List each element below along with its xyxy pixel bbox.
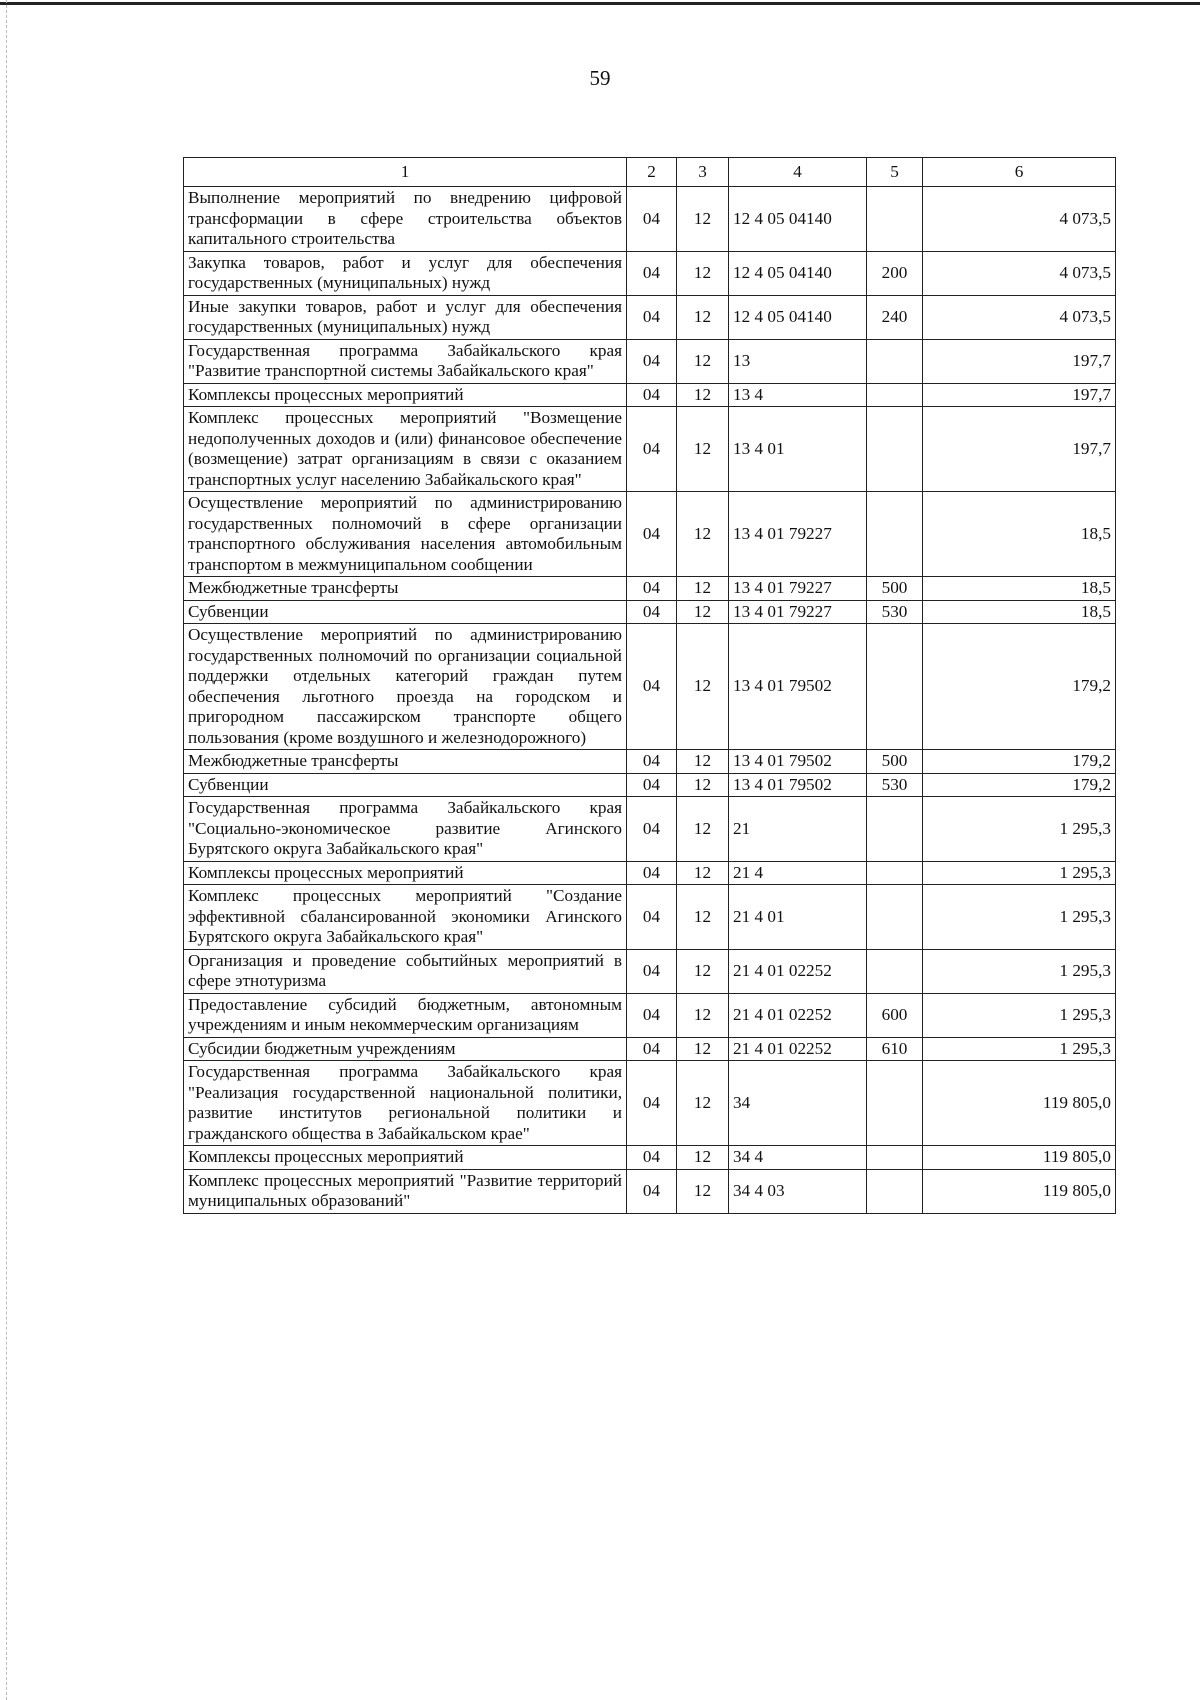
table-row	[184, 624, 1116, 750]
row-name-cell: Субвенции	[184, 600, 627, 624]
row-section-cell: 04	[627, 1037, 677, 1061]
row-target-article-cell: 13 4 01 79502	[729, 773, 867, 797]
row-expense-type-cell	[867, 492, 923, 577]
row-amount-cell: 197,7	[923, 383, 1116, 407]
table-row	[184, 492, 1116, 577]
row-target-article-cell: 13 4	[729, 383, 867, 407]
header-cell-rz: 2	[627, 158, 677, 187]
row-amount-cell: 119 805,0	[923, 1061, 1116, 1146]
row-name-cell: Комплексы процессных мероприятий	[184, 383, 627, 407]
row-expense-type-cell: 500	[867, 750, 923, 774]
table-row	[184, 1169, 1116, 1213]
table-row	[184, 993, 1116, 1037]
table-row	[184, 1146, 1116, 1170]
row-target-article-cell: 21 4	[729, 861, 867, 885]
row-expense-type-cell	[867, 861, 923, 885]
row-target-article-cell: 13 4 01	[729, 407, 867, 492]
row-amount-cell: 197,7	[923, 407, 1116, 492]
budget-table	[183, 157, 1116, 1214]
row-expense-type-cell	[867, 949, 923, 993]
row-subsection-cell: 12	[677, 993, 729, 1037]
table-row	[184, 295, 1116, 339]
row-subsection-cell: 12	[677, 1061, 729, 1146]
table-row	[184, 577, 1116, 601]
row-section-cell: 04	[627, 407, 677, 492]
row-expense-type-cell	[867, 624, 923, 750]
table-header-row	[184, 158, 1116, 187]
row-section-cell: 04	[627, 492, 677, 577]
row-section-cell: 04	[627, 624, 677, 750]
row-section-cell: 04	[627, 1061, 677, 1146]
table-row	[184, 1061, 1116, 1146]
row-expense-type-cell	[867, 1061, 923, 1146]
table-row	[184, 339, 1116, 383]
row-subsection-cell: 12	[677, 407, 729, 492]
row-target-article-cell: 21	[729, 797, 867, 862]
row-subsection-cell: 12	[677, 797, 729, 862]
row-target-article-cell: 13 4 01 79227	[729, 577, 867, 601]
row-section-cell: 04	[627, 993, 677, 1037]
row-expense-type-cell	[867, 885, 923, 950]
row-subsection-cell: 12	[677, 949, 729, 993]
row-amount-cell: 1 295,3	[923, 993, 1116, 1037]
row-name-cell: Комплекс процессных мероприятий "Создание эффективной сбалансированной экономики Агинского Бурятского округа Забайкальского края"	[184, 885, 627, 950]
header-cell-sum: 6	[923, 158, 1116, 187]
row-expense-type-cell: 530	[867, 773, 923, 797]
row-amount-cell: 4 073,5	[923, 251, 1116, 295]
row-expense-type-cell	[867, 383, 923, 407]
row-subsection-cell: 12	[677, 295, 729, 339]
row-name-cell: Государственная программа Забайкальского края "Социально-экономическое развитие Агинского Бурятского округа Забайкальского края"	[184, 797, 627, 862]
row-expense-type-cell: 240	[867, 295, 923, 339]
row-target-article-cell: 12 4 05 04140	[729, 187, 867, 252]
row-name-cell: Комплексы процессных мероприятий	[184, 861, 627, 885]
row-name-cell: Комплекс процессных мероприятий "Развитие территорий муниципальных образований"	[184, 1169, 627, 1213]
row-subsection-cell: 12	[677, 187, 729, 252]
row-subsection-cell: 12	[677, 492, 729, 577]
row-name-cell: Государственная программа Забайкальского края "Реализация государственной национальной политики, развитие институтов региональной политики и гражданского общества в Забайкальском крае"	[184, 1061, 627, 1146]
scan-top-border	[0, 2, 1200, 5]
row-subsection-cell: 12	[677, 861, 729, 885]
row-amount-cell: 1 295,3	[923, 949, 1116, 993]
row-expense-type-cell: 500	[867, 577, 923, 601]
table-row	[184, 407, 1116, 492]
row-subsection-cell: 12	[677, 750, 729, 774]
row-section-cell: 04	[627, 1169, 677, 1213]
row-section-cell: 04	[627, 339, 677, 383]
row-amount-cell: 1 295,3	[923, 797, 1116, 862]
row-expense-type-cell	[867, 187, 923, 252]
table-body	[184, 187, 1116, 1214]
row-expense-type-cell: 610	[867, 1037, 923, 1061]
row-name-cell: Организация и проведение событийных мероприятий в сфере этнотуризма	[184, 949, 627, 993]
row-amount-cell: 1 295,3	[923, 885, 1116, 950]
row-expense-type-cell: 530	[867, 600, 923, 624]
row-amount-cell: 18,5	[923, 492, 1116, 577]
table-row	[184, 383, 1116, 407]
row-name-cell: Комплексы процессных мероприятий	[184, 1146, 627, 1170]
row-section-cell: 04	[627, 949, 677, 993]
table-row	[184, 187, 1116, 252]
row-target-article-cell: 12 4 05 04140	[729, 251, 867, 295]
row-expense-type-cell: 600	[867, 993, 923, 1037]
row-amount-cell: 197,7	[923, 339, 1116, 383]
table-row	[184, 885, 1116, 950]
row-amount-cell: 4 073,5	[923, 295, 1116, 339]
row-amount-cell: 179,2	[923, 773, 1116, 797]
row-target-article-cell: 21 4 01	[729, 885, 867, 950]
row-name-cell: Межбюджетные трансферты	[184, 577, 627, 601]
row-target-article-cell: 13 4 01 79227	[729, 492, 867, 577]
row-subsection-cell: 12	[677, 1146, 729, 1170]
row-target-article-cell: 13	[729, 339, 867, 383]
row-amount-cell: 1 295,3	[923, 1037, 1116, 1061]
row-subsection-cell: 12	[677, 339, 729, 383]
row-name-cell: Осуществление мероприятий по администрированию государственных полномочий по организации социальной поддержки отдельных категорий граждан путем обеспечения льготного проезда на городском и пригородном пассажирском транспорте общего пользования (кроме воздушного и железнодорожного)	[184, 624, 627, 750]
header-cell-name: 1	[184, 158, 627, 187]
table-row	[184, 750, 1116, 774]
row-section-cell: 04	[627, 797, 677, 862]
row-expense-type-cell	[867, 1169, 923, 1213]
row-amount-cell: 119 805,0	[923, 1146, 1116, 1170]
row-amount-cell: 179,2	[923, 624, 1116, 750]
row-section-cell: 04	[627, 251, 677, 295]
row-target-article-cell: 21 4 01 02252	[729, 1037, 867, 1061]
row-name-cell: Осуществление мероприятий по администрированию государственных полномочий в сфере организации транспортного обслуживания населения автомобильным транспортом в межмуниципальном сообщении	[184, 492, 627, 577]
row-subsection-cell: 12	[677, 773, 729, 797]
row-amount-cell: 119 805,0	[923, 1169, 1116, 1213]
row-target-article-cell: 34 4 03	[729, 1169, 867, 1213]
row-section-cell: 04	[627, 750, 677, 774]
row-subsection-cell: 12	[677, 600, 729, 624]
row-name-cell: Комплекс процессных мероприятий "Возмещение недополученных доходов и (или) финансовое обеспечение (возмещение) затрат организациям в связи с оказанием транспортных услуг населению Забайкальского края"	[184, 407, 627, 492]
row-section-cell: 04	[627, 885, 677, 950]
table-row	[184, 1037, 1116, 1061]
row-section-cell: 04	[627, 577, 677, 601]
row-expense-type-cell: 200	[867, 251, 923, 295]
row-name-cell: Выполнение мероприятий по внедрению цифровой трансформации в сфере строительства объектов капитального строительства	[184, 187, 627, 252]
row-name-cell: Межбюджетные трансферты	[184, 750, 627, 774]
row-name-cell: Закупка товаров, работ и услуг для обеспечения государственных (муниципальных) нужд	[184, 251, 627, 295]
row-target-article-cell: 12 4 05 04140	[729, 295, 867, 339]
header-cell-csr: 4	[729, 158, 867, 187]
row-section-cell: 04	[627, 861, 677, 885]
header-cell-vr: 5	[867, 158, 923, 187]
row-expense-type-cell	[867, 407, 923, 492]
row-expense-type-cell	[867, 1146, 923, 1170]
row-expense-type-cell	[867, 797, 923, 862]
row-amount-cell: 4 073,5	[923, 187, 1116, 252]
row-section-cell: 04	[627, 295, 677, 339]
row-subsection-cell: 12	[677, 1037, 729, 1061]
row-target-article-cell: 21 4 01 02252	[729, 993, 867, 1037]
row-name-cell: Субсидии бюджетным учреждениям	[184, 1037, 627, 1061]
row-name-cell: Иные закупки товаров, работ и услуг для обеспечения государственных (муниципальных) нужд	[184, 295, 627, 339]
row-section-cell: 04	[627, 187, 677, 252]
page-number: 59	[589, 66, 611, 90]
row-section-cell: 04	[627, 600, 677, 624]
row-target-article-cell: 13 4 01 79227	[729, 600, 867, 624]
row-target-article-cell: 13 4 01 79502	[729, 624, 867, 750]
row-target-article-cell: 21 4 01 02252	[729, 949, 867, 993]
row-subsection-cell: 12	[677, 885, 729, 950]
row-target-article-cell: 34	[729, 1061, 867, 1146]
table-row	[184, 251, 1116, 295]
table-row	[184, 861, 1116, 885]
row-amount-cell: 18,5	[923, 600, 1116, 624]
row-name-cell: Предоставление субсидий бюджетным, автономным учреждениям и иным некоммерческим организациям	[184, 993, 627, 1037]
row-amount-cell: 179,2	[923, 750, 1116, 774]
row-target-article-cell: 34 4	[729, 1146, 867, 1170]
row-amount-cell: 1 295,3	[923, 861, 1116, 885]
row-subsection-cell: 12	[677, 577, 729, 601]
row-expense-type-cell	[867, 339, 923, 383]
table-row	[184, 600, 1116, 624]
row-section-cell: 04	[627, 773, 677, 797]
table-row	[184, 797, 1116, 862]
row-section-cell: 04	[627, 383, 677, 407]
row-section-cell: 04	[627, 1146, 677, 1170]
row-subsection-cell: 12	[677, 251, 729, 295]
row-subsection-cell: 12	[677, 624, 729, 750]
scan-left-edge	[6, 0, 8, 1700]
row-subsection-cell: 12	[677, 1169, 729, 1213]
table-row	[184, 773, 1116, 797]
row-name-cell: Государственная программа Забайкальского края "Развитие транспортной системы Забайкальского края"	[184, 339, 627, 383]
row-amount-cell: 18,5	[923, 577, 1116, 601]
table-row	[184, 949, 1116, 993]
row-target-article-cell: 13 4 01 79502	[729, 750, 867, 774]
header-cell-pr: 3	[677, 158, 729, 187]
row-subsection-cell: 12	[677, 383, 729, 407]
row-name-cell: Субвенции	[184, 773, 627, 797]
